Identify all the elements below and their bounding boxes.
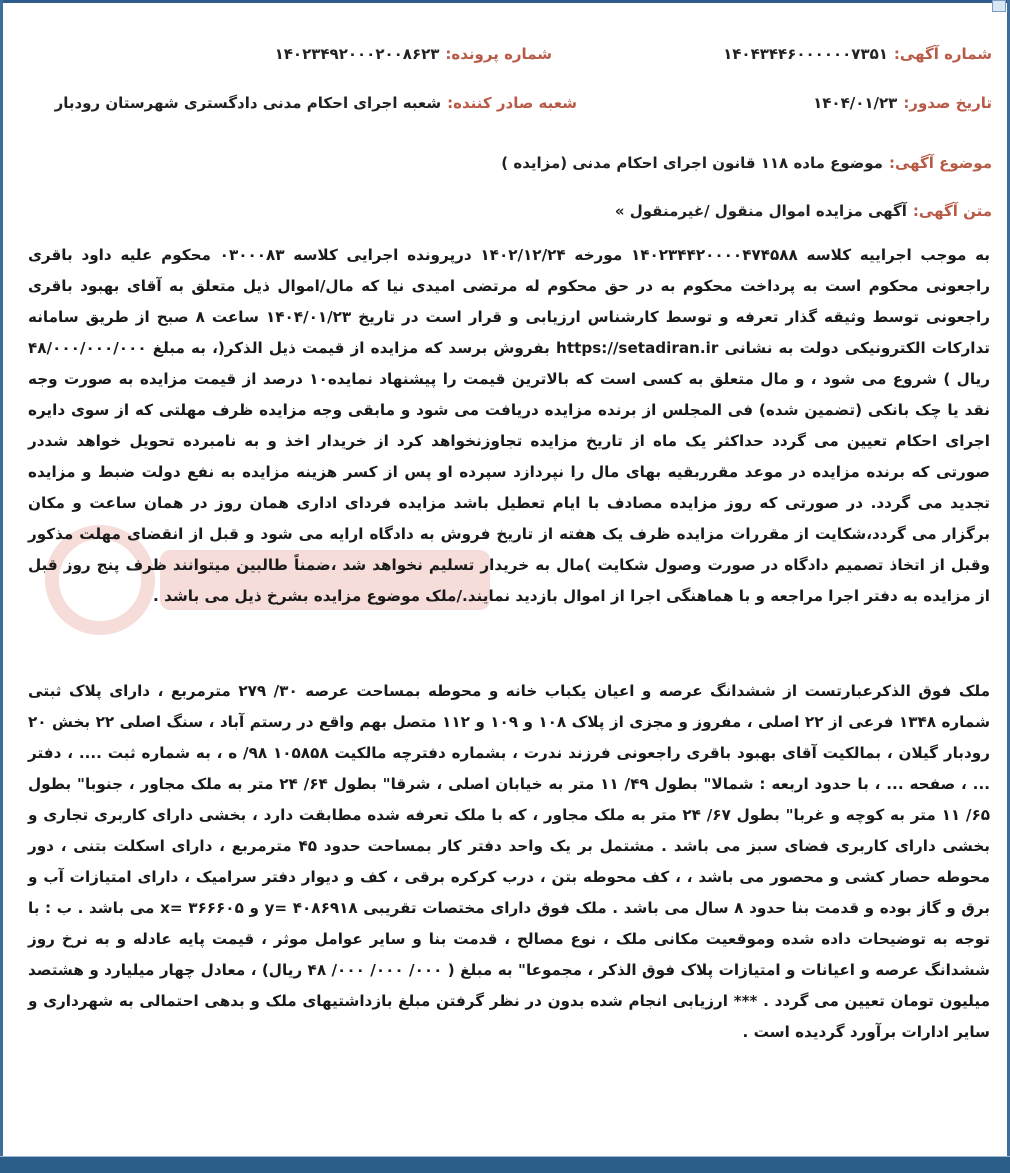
issuer-field (55, 94, 577, 112)
ad-text-label: متن آگهی: (912, 202, 992, 220)
left-border (0, 0, 3, 1173)
issue-date-value: ۱۴۰۴/۰۱/۲۳ (813, 94, 898, 112)
issuer-value: شعبه اجرای احکام مدنی دادگستری شهرستان رودبار (54, 94, 442, 112)
file-number-value: ۱۴۰۲۳۴۹۲۰۰۰۲۰۰۸۶۲۳ (274, 45, 440, 63)
issue-date-label: تاریخ صدور: (903, 94, 992, 112)
subject-field (501, 154, 992, 172)
ad-body-paragraph-2: ملک فوق الذکرعبارتست از ششدانگ عرصه و اعیان یکباب خانه و محوطه بمساحت عرصه ۳۰/ ۲۷۹ مترمربع ، دارای پلاک ثبتی شماره ۱۳۴۸ فرعی از ۲۲ اصلی ، مفروز و مجزی از پلاک ۱۰۸ و ۱۰۹ و ۱۱۲ متصل بهم واقع در رستم آباد ، سنگ اصلی ۲۲ بخش ۲۰ رودبار گیلان ، بمالکیت آقای بهبود باقری راجعونی فرزند ندرت ، بشماره دفترچه مالکیت ۱۰۵۸۵۸ ۹۸/ ه ، به شماره ثبت .... ، دفتر ... ، صفحه ... ، با حدود اربعه : شمالا" بطول ۴۹/ ۱۱ متر به خیابان اصلی ، شرقا" بطول ۶۴/ ۲۴ متر به ملک مجاور ، جنوبا" بطول ۶۵/ ۱۱ متر به کوچه و غربا" بطول ۶۷/ ۲۴ متر به ملک مجاور ، که با ملک تعرفه شده مطابقت دارد ، بخشی دارای کاربری تجاری و بخشی دارای کاربری فضای سبز می باشد . مشتمل بر یک واحد دفتر کار بمساحت حدود ۴۵ مترمربع ، دارای اسکلت بتنی ، دور محوطه حصار کشی و محصور می باشد ، ، کف محوطه بتن ، درب کرکره برقی ، کف و دیوار دفتر سرامیک ، دارای امتیازات آب و برق و گاز بوده و قدمت بنا حدود ۸ سال می باشد . ملک فوق دارای مختصات تقریبی ۴۰۸۶۹۱۸ =y و ۳۶۶۶۰۵ =x می باشد . ب : با توجه به توضیحات داده شده وموقعیت مکانی ملک ، نوع مصالح ، قدمت بنا و سایر عوامل موثر ، قیمت پایه عادله و به نرخ روز ششدانگ عرصه و اعیانات و امتیازات پلاک فوق الذکر ، مجموعا" به مبلغ ( ۰۰۰/ ۰۰۰/ ۰۰۰/ ۴۸ ریال) ، معادل چهار میلیارد و هشتصد میلیون تومان تعیین می گردد . *** ارزیابی انجام شده بدون در نظر گرفتن مبلغ بازداشتیهای ملک و بدهی احتمالی به شهرداری و سایر ادارات برآورد گردیده است . (28, 682, 991, 1041)
subject-label: موضوع آگهی: (888, 154, 992, 172)
ad-body-paragraph-1: به موجب اجراییه کلاسه ۱۴۰۲۳۴۴۲۰۰۰۰۴۷۴۵۸۸ مورخه ۱۴۰۲/۱۲/۲۴ درپرونده اجرایی کلاسه ۰۳۰۰۰۸۳ محکوم علیه داود باقری راجعونی محکوم است به پرداخت محکوم به در حق محکوم له مرتضی امیدی نیا که مال/اموال ذیل متعلق به آقای بهبود باقری راجعونی توسط وثیقه گذار تعرفه و توسط کارشناس ارزیابی و قرار است در تاریخ ۱۴۰۴/۰۱/۲۳ ساعت ۸ صبح از طریق سامانه تدارکات الکترونیکی دولت به نشانی https://setadiran.ir بفروش برسد که مزایده از قیمت ذیل الذکر(، به مبلغ ۴۸/۰۰۰/۰۰۰/۰۰۰ ریال ) شروع می شود ، و مال متعلق به کسی است که بالاترین قیمت را پیشنهاد نمایده۱۰ درصد از قیمت مزایده به صورت وجه نقد یا چک بانکی (تضمین شده) فی المجلس از برنده مزایده دریافت می شود و مابقی وجه مزایده ظرف مهلتی که از سوی دایره اجرای احکام تعیین می گردد حداکثر یک ماه از تاریخ مزایده تجاوزنخواهد کرد از خریدار اخذ و به نامبرده تحویل خواهد شددر صورتی که برنده مزایده در موعد مقرربقیه بهای مال را نپردازد سپرده او پس از کسر هزینه مزایده به نفع دولت ضبط و مزایده تجدید می گردد. در صورتی که روز مزایده مصادف با ایام تعطیل باشد مزایده فردای اداری همان روز در همان ساعت و مکان برگزار می گردد،شکایت از مقررات مزایده ظرف یک هفته از تاریخ فروش به دادگاه ارایه می شود و قبل از انقضای مهلت مذکور وقبل از اتخاذ تصمیم دادگاه در صورت وصول شکایت )مال به خریدار تسلیم نخواهد شد ،ضمناً طالبین میتوانند ظرف پنج روز قبل از مزایده به دفتر اجرا مراجعه و با هماهنگی اجرا از اموال بازدید نمایند./ملک موضوع مزایده بشرخ ذیل می باشد . (28, 246, 991, 605)
ad-number-field (723, 45, 992, 63)
footer-bar (0, 1157, 1010, 1173)
file-number-field (275, 45, 552, 63)
ad-number-value: ۱۴۰۴۳۴۴۶۰۰۰۰۰۰۷۳۵۱ (723, 45, 888, 63)
subject-value: موضوع ماده ۱۱۸ قانون اجرای احکام مدنی (مزایده ) (501, 154, 883, 172)
issuer-label: شعبه صادر کننده: (447, 94, 577, 112)
window-corner-button[interactable] (992, 0, 1006, 12)
file-number-label: شماره پرونده: (445, 45, 552, 63)
ad-text-title: آگهی مزایده اموال منقول /غیرمنقول » (614, 202, 907, 220)
issue-date-field (813, 94, 992, 112)
ad-text-title-field (615, 202, 992, 220)
ad-number-label: شماره آگهی: (893, 45, 992, 63)
